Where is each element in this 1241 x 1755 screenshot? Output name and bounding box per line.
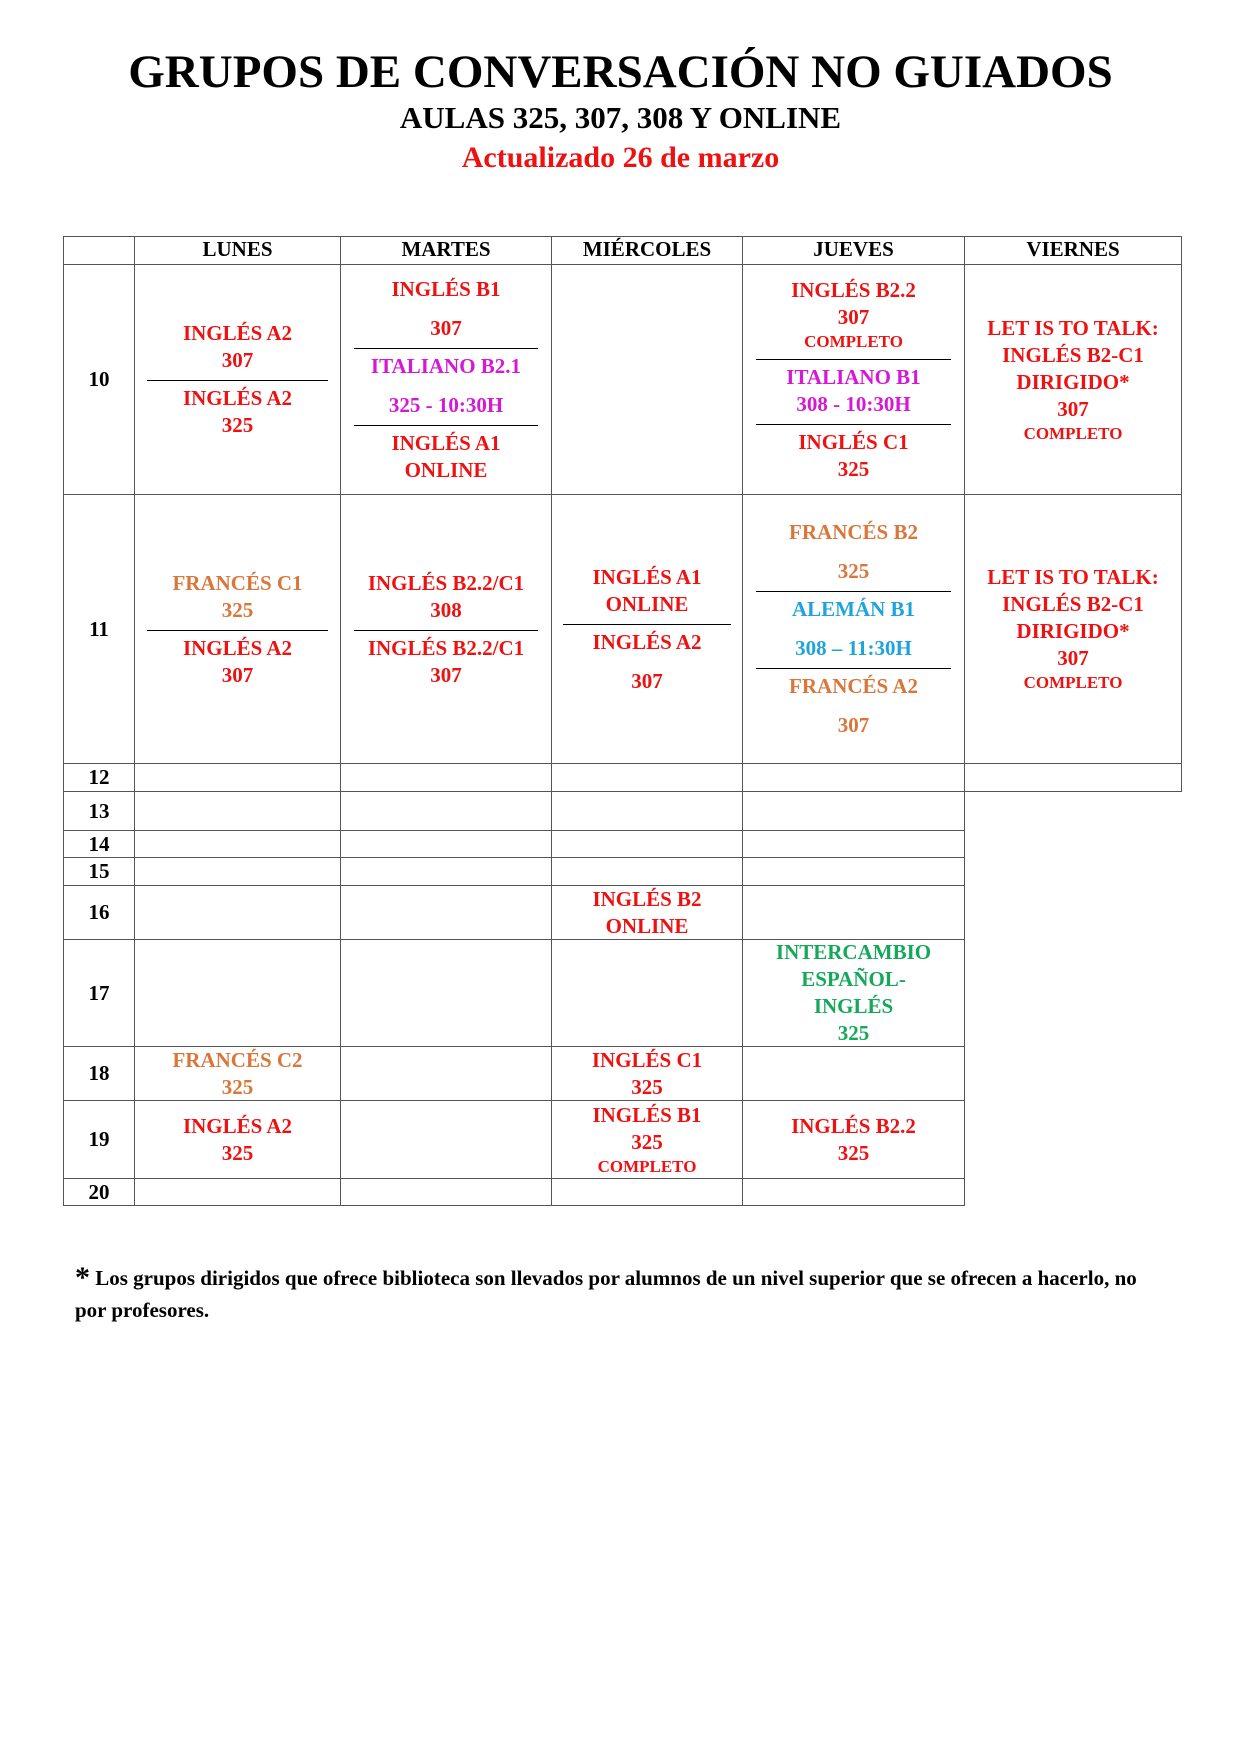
slot-jueves-10: [742, 264, 965, 495]
slot-martes-15: [340, 857, 552, 886]
group-entry: [552, 1047, 742, 1101]
group-detail: DIRIGIDO*: [1016, 369, 1130, 394]
group-detail: 325 - 10:30H: [388, 392, 504, 417]
group-detail: 325: [631, 1074, 663, 1099]
hour-label: 12: [63, 763, 135, 792]
group-name: INGLÉS A1: [391, 430, 501, 455]
footnote: [75, 1262, 1165, 1326]
group-entry: [743, 519, 964, 585]
group-entry: [552, 564, 742, 618]
slot-miercoles-20: [551, 1178, 743, 1206]
group-name: INGLÉS A2: [182, 321, 293, 345]
group-name: FRANCÉS C1: [172, 570, 303, 595]
day-header-lunes: LUNES: [134, 236, 341, 265]
slot-martes-18: [340, 1046, 552, 1101]
group-detail: ESPAÑOL-: [801, 967, 906, 991]
slot-miercoles-14: [551, 830, 743, 858]
day-header-martes: MARTES: [340, 236, 552, 265]
group-detail: ONLINE: [404, 457, 488, 482]
group-separator: [563, 624, 730, 625]
hour-label: 14: [63, 830, 135, 858]
group-entry: [743, 1113, 964, 1167]
slot-martes-17: [340, 939, 552, 1047]
updated-date: Actualizado 26 de marzo: [461, 141, 780, 174]
page-subtitle: AULAS 325, 307, 308 Y ONLINE: [399, 100, 842, 135]
group-name: FRANCÉS C2: [172, 1047, 303, 1072]
group-name: INGLÉS B2.2/C1: [367, 635, 525, 660]
group-detail: 325: [837, 559, 870, 583]
group-entry: [552, 1102, 742, 1178]
group-entry: [743, 277, 964, 353]
slot-lunes-16: [134, 885, 341, 940]
group-entry: [743, 939, 964, 1047]
slot-lunes-11: [134, 494, 341, 764]
group-name: INGLÉS A2: [592, 629, 702, 654]
group-separator: [756, 424, 950, 425]
slot-lunes-19: [134, 1100, 341, 1179]
footnote-text: Los grupos dirigidos que ofrece biblioteca son llevados por alumnos de un nivel superior que se ofrecen a hacerlo, no por profesores.: [75, 1266, 1137, 1322]
status-full: COMPLETO: [597, 1156, 697, 1176]
day-header-miercoles: MIÉRCOLES: [551, 236, 743, 265]
group-name: INGLÉS B1: [592, 1102, 702, 1127]
group-detail: 307: [837, 304, 870, 329]
slot-lunes-13: [134, 791, 341, 831]
slot-jueves-13: [742, 791, 965, 831]
group-detail: 325: [221, 597, 254, 622]
group-detail: INGLÉS B2-C1: [1002, 342, 1144, 367]
group-entry: [552, 886, 742, 940]
slot-martes-19: [340, 1100, 552, 1179]
group-entry: [341, 635, 551, 689]
group-detail: 325: [837, 1021, 870, 1045]
group-entry: [341, 570, 551, 624]
group-name: INGLÉS B2.2: [791, 1113, 916, 1138]
slot-martes-14: [340, 830, 552, 858]
group-name: INGLÉS B2.2/C1: [367, 570, 525, 595]
day-header-viernes: VIERNES: [964, 236, 1182, 265]
slot-jueves-16: [742, 885, 965, 940]
group-detail: 308: [430, 597, 462, 622]
group-separator: [756, 359, 950, 360]
group-name: FRANCÉS B2: [789, 520, 918, 544]
slot-miercoles-11: [551, 494, 743, 764]
slot-martes-16: [340, 885, 552, 940]
slot-miercoles-13: [551, 791, 743, 831]
group-separator: [756, 668, 950, 669]
status-full: COMPLETO: [1023, 673, 1123, 692]
slot-martes-12: [340, 763, 552, 792]
group-detail: 325: [631, 1129, 663, 1154]
group-detail: 308 – 11:30H: [795, 636, 912, 660]
group-name: FRANCÉS A2: [789, 674, 918, 698]
slot-lunes-12: [134, 763, 341, 792]
page-title: GRUPOS DE CONVERSACIÓN NO GUIADOS: [128, 46, 1113, 98]
group-entry: [135, 320, 340, 374]
group-detail: INGLÉS B2-C1: [1002, 592, 1144, 616]
slot-viernes-10: [964, 264, 1182, 495]
slot-martes-10: [340, 264, 552, 495]
group-entry: [135, 635, 340, 689]
slot-lunes-18: [134, 1046, 341, 1101]
group-detail: 307: [430, 315, 462, 340]
group-detail: ONLINE: [605, 591, 689, 616]
group-detail: 307: [1057, 646, 1089, 670]
group-name: INGLÉS A1: [592, 564, 702, 589]
slot-jueves-20: [742, 1178, 965, 1206]
slot-viernes-12: [964, 763, 1182, 792]
group-entry: [965, 315, 1181, 445]
group-name: ITALIANO B1: [786, 364, 921, 389]
group-detail: 307: [837, 713, 870, 737]
group-name: INGLÉS B2.2: [791, 277, 916, 302]
slot-jueves-17: [742, 939, 965, 1047]
group-detail: 307: [430, 662, 462, 687]
hour-label: 16: [63, 885, 135, 940]
slot-jueves-11: [742, 494, 965, 764]
group-separator: [756, 591, 950, 592]
group-detail: 307: [1057, 396, 1089, 421]
group-detail: DIRIGIDO*: [1016, 619, 1130, 643]
group-name: INGLÉS A2: [182, 1113, 293, 1138]
group-name: ALEMÁN B1: [791, 597, 916, 621]
hour-label: 11: [63, 494, 135, 764]
group-detail: 325: [837, 456, 870, 481]
hour-label: 13: [63, 791, 135, 831]
group-entry: [135, 570, 340, 624]
group-name: INTERCAMBIO: [775, 940, 932, 964]
slot-lunes-15: [134, 857, 341, 886]
slot-miercoles-12: [551, 763, 743, 792]
hour-label: 15: [63, 857, 135, 886]
status-full: COMPLETO: [1023, 423, 1123, 443]
group-entry: [341, 353, 551, 419]
group-detail: 325: [221, 1140, 254, 1165]
slot-lunes-20: [134, 1178, 341, 1206]
group-name: INGLÉS C1: [591, 1047, 703, 1072]
group-detail: 307: [221, 662, 254, 687]
group-entry: [743, 364, 964, 418]
group-entry: [135, 385, 340, 439]
group-detail: ONLINE: [605, 913, 689, 938]
group-entry: [135, 1047, 340, 1101]
group-entry: [743, 596, 964, 662]
slot-miercoles-18: [551, 1046, 743, 1101]
hour-label: 19: [63, 1100, 135, 1179]
slot-jueves-14: [742, 830, 965, 858]
group-separator: [354, 425, 539, 426]
group-detail: INGLÉS: [813, 994, 894, 1018]
slot-viernes-11: [964, 494, 1182, 764]
slot-martes-13: [340, 791, 552, 831]
group-detail: 308 - 10:30H: [796, 391, 911, 416]
group-separator: [147, 380, 327, 381]
group-name: ITALIANO B2.1: [370, 353, 522, 378]
group-name: INGLÉS C1: [798, 429, 909, 454]
group-entry: [743, 429, 964, 483]
slot-jueves-19: [742, 1100, 965, 1179]
slot-martes-11: [340, 494, 552, 764]
slot-miercoles-17: [551, 939, 743, 1047]
group-name: INGLÉS B2: [592, 886, 702, 911]
group-name: INGLÉS A2: [182, 386, 293, 410]
slot-jueves-12: [742, 763, 965, 792]
group-separator: [354, 630, 539, 631]
slot-miercoles-19: [551, 1100, 743, 1179]
group-separator: [354, 348, 539, 349]
slot-miercoles-16: [551, 885, 743, 940]
hour-label: 18: [63, 1046, 135, 1101]
group-entry: [965, 564, 1181, 694]
group-entry: [135, 1113, 340, 1167]
hour-label: 20: [63, 1178, 135, 1206]
slot-jueves-15: [742, 857, 965, 886]
group-entry: [341, 276, 551, 342]
day-header-jueves: JUEVES: [742, 236, 965, 265]
group-detail: 307: [221, 348, 254, 372]
group-entry: [743, 673, 964, 739]
hour-label: 17: [63, 939, 135, 1047]
slot-jueves-18: [742, 1046, 965, 1101]
group-name: LET IS TO TALK:: [987, 565, 1159, 589]
slot-martes-20: [340, 1178, 552, 1206]
group-name: LET IS TO TALK:: [987, 315, 1159, 340]
group-detail: 325: [221, 1074, 254, 1099]
slot-miercoles-10: [551, 264, 743, 495]
group-detail: 325: [837, 1140, 870, 1165]
group-detail: 307: [631, 668, 663, 693]
group-entry: [552, 629, 742, 695]
status-full: COMPLETO: [804, 331, 903, 351]
group-name: INGLÉS A2: [182, 635, 293, 660]
group-name: INGLÉS B1: [391, 276, 501, 301]
slot-miercoles-15: [551, 857, 743, 886]
header-corner: [63, 236, 135, 265]
slot-lunes-14: [134, 830, 341, 858]
slot-lunes-17: [134, 939, 341, 1047]
slot-lunes-10: [134, 264, 341, 495]
group-entry: [341, 430, 551, 484]
group-separator: [147, 630, 327, 631]
hour-label: 10: [63, 264, 135, 495]
footnote-marker: *: [75, 1261, 90, 1294]
group-detail: 325: [221, 413, 254, 437]
